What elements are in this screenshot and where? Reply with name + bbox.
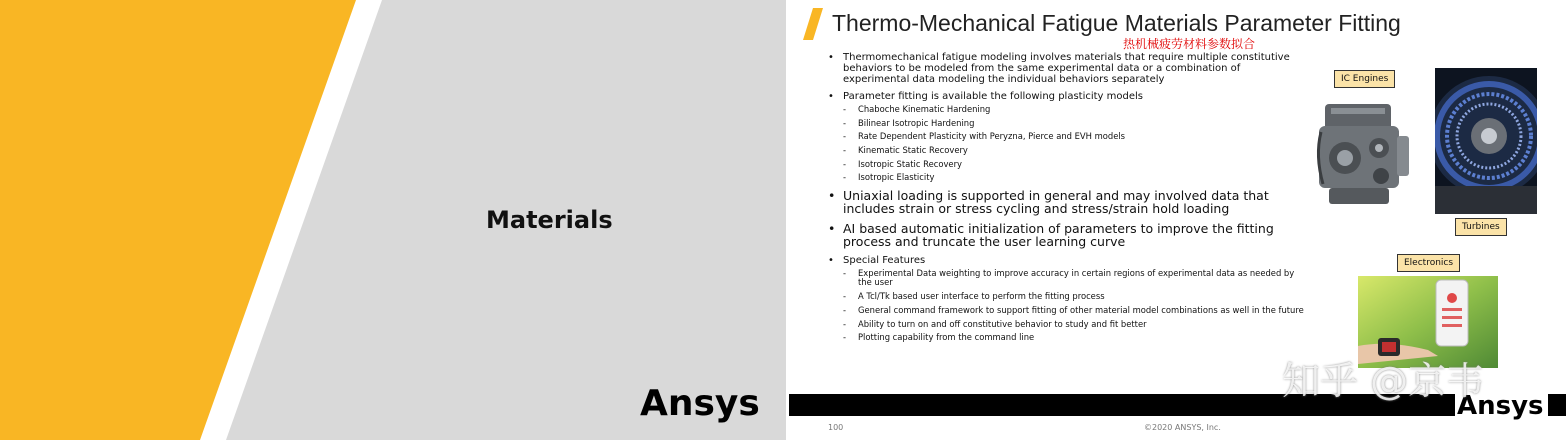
title-accent-bar: [803, 8, 827, 42]
label-ic-engines: IC Engines: [1334, 70, 1395, 88]
copyright: ©2020 ANSYS, Inc.: [1144, 423, 1221, 432]
sub-item: - General command framework to support fitting of other material model combinations as well in the future: [827, 306, 1307, 316]
sub-item: - Ability to turn on and off constitutive behavior to study and fit better: [827, 320, 1307, 330]
sub-item: - Bilinear Isotropic Hardening: [827, 119, 1307, 129]
bullet-item: • Thermomechanical fatigue modeling involves materials that require multiple constitutive behaviors to be modeled from the same experimental data or a combination of experimental data modeling the individual behaviors separately: [827, 52, 1307, 85]
slide-title: Thermo-Mechanical Fatigue Materials Parameter Fitting: [832, 10, 1401, 36]
sub-item: - Chaboche Kinematic Hardening: [827, 105, 1307, 115]
label-electronics: Electronics: [1397, 254, 1460, 272]
sub-item: - Rate Dependent Plasticity with Peryzna, Pierce and EVH models: [827, 132, 1307, 142]
bullet-list: [827, 52, 1307, 349]
ansys-logo: Ansys: [1455, 389, 1548, 423]
sub-item: - A Tcl/Tk based user interface to perform the fitting process: [827, 292, 1307, 302]
bullet-item: • Uniaxial loading is supported in general and may involved data that includes strain or stress cycling and stress/strain hold loading: [827, 189, 1307, 215]
chinese-subtitle: 热机械疲劳材料参数拟合: [1123, 37, 1256, 51]
watermark: 知乎 @京韦: [1282, 359, 1485, 403]
label-turbines: Turbines: [1455, 218, 1507, 236]
section-title: Materials: [486, 206, 613, 234]
sub-item: - Plotting capability from the command line: [827, 333, 1307, 343]
sub-item: - Kinematic Static Recovery: [827, 146, 1307, 156]
bullet-item: • Parameter fitting is available the following plasticity models: [827, 91, 1307, 102]
ansys-logo: Ansys: [640, 383, 760, 424]
sub-item: - Isotropic Static Recovery: [827, 160, 1307, 170]
sub-list: [827, 105, 1307, 183]
bullet-item: • AI based automatic initialization of parameters to improve the fitting process and truncate the user learning curve: [827, 222, 1307, 248]
sub-item: - Isotropic Elasticity: [827, 173, 1307, 183]
page-number: 100: [828, 423, 844, 432]
turbine-image: [1435, 68, 1537, 214]
sub-list: [827, 269, 1307, 343]
bullet-item: • Special Features: [827, 255, 1307, 266]
engine-image: [1311, 96, 1416, 211]
sub-item: - Experimental Data weighting to improve accuracy in certain regions of experimental data as needed by the user: [827, 269, 1307, 288]
